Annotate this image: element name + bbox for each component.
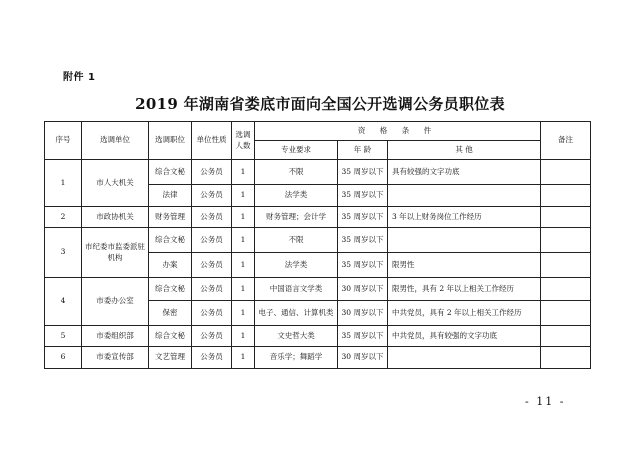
table-row — [45, 326, 591, 347]
row-position: 财务管理 — [149, 207, 192, 228]
header-qualifications: 资 格 条 件 — [255, 122, 541, 141]
table-row — [45, 207, 591, 228]
row-nature: 公务员 — [192, 228, 232, 253]
header-other: 其 他 — [388, 141, 541, 160]
header-remarks: 备注 — [541, 122, 591, 160]
row-age: 30 周岁以下 — [338, 347, 388, 369]
row-remarks — [541, 278, 591, 301]
row-unit: 市政协机关 — [82, 207, 149, 228]
row-nature: 公务员 — [192, 301, 232, 326]
row-unit: 市委办公室 — [82, 278, 149, 326]
row-nature: 公务员 — [192, 185, 232, 207]
row-major: 中国语言文学类 — [255, 278, 338, 301]
row-position: 综合文秘 — [149, 228, 192, 253]
row-position: 法律 — [149, 185, 192, 207]
row-age: 30 周岁以下 — [338, 301, 388, 326]
row-position: 文艺管理 — [149, 347, 192, 369]
positions-table — [44, 121, 591, 369]
row-count: 1 — [232, 160, 255, 185]
row-other: 限男性 — [388, 253, 541, 278]
row-age: 35 周岁以下 — [338, 253, 388, 278]
row-major: 不限 — [255, 228, 338, 253]
row-major: 法学类 — [255, 253, 338, 278]
row-remarks — [541, 253, 591, 278]
row-age: 35 周岁以下 — [338, 207, 388, 228]
row-position: 办案 — [149, 253, 192, 278]
page-number: - 11 - — [525, 395, 566, 408]
row-unit: 市委组织部 — [82, 326, 149, 347]
header-seq: 序号 — [45, 122, 82, 160]
row-count: 1 — [232, 207, 255, 228]
row-remarks — [541, 228, 591, 253]
row-position: 综合文秘 — [149, 160, 192, 185]
row-other: 3 年以上财务岗位工作经历 — [388, 207, 541, 228]
row-remarks — [541, 207, 591, 228]
row-nature: 公务员 — [192, 207, 232, 228]
table-row — [45, 347, 591, 369]
header-row-1 — [45, 122, 591, 141]
row-unit: 市委宣传部 — [82, 347, 149, 369]
row-remarks — [541, 301, 591, 326]
row-major: 财务管理；会计学 — [255, 207, 338, 228]
row-seq: 3 — [45, 228, 82, 278]
row-seq: 2 — [45, 207, 82, 228]
row-other: 限男性，具有 2 年以上相关工作经历 — [388, 278, 541, 301]
row-remarks — [541, 326, 591, 347]
header-count: 选调人数 — [232, 122, 255, 160]
header-nature: 单位性质 — [192, 122, 232, 160]
row-other: 具有较强的文字功底 — [388, 160, 541, 185]
row-seq: 4 — [45, 278, 82, 326]
row-unit: 市纪委市监委派驻机构 — [82, 228, 149, 278]
row-major: 文史哲大类 — [255, 326, 338, 347]
row-count: 1 — [232, 347, 255, 369]
row-age: 35 周岁以下 — [338, 160, 388, 185]
table-row — [45, 160, 591, 185]
row-count: 1 — [232, 301, 255, 326]
page-title: 2019 年湖南省娄底市面向全国公开选调公务员职位表 — [135, 95, 505, 113]
row-seq: 6 — [45, 347, 82, 369]
row-remarks — [541, 160, 591, 185]
row-count: 1 — [232, 228, 255, 253]
row-major: 法学类 — [255, 185, 338, 207]
header-major: 专业要求 — [255, 141, 338, 160]
header-age: 年 龄 — [338, 141, 388, 160]
row-position: 综合文秘 — [149, 326, 192, 347]
row-other: 中共党员，具有 2 年以上相关工作经历 — [388, 301, 541, 326]
row-position: 保密 — [149, 301, 192, 326]
row-count: 1 — [232, 185, 255, 207]
row-age: 30 周岁以下 — [338, 278, 388, 301]
row-age: 35 周岁以下 — [338, 185, 388, 207]
header-unit: 选调单位 — [82, 122, 149, 160]
row-count: 1 — [232, 278, 255, 301]
row-other — [388, 228, 541, 253]
row-remarks — [541, 347, 591, 369]
row-nature: 公务员 — [192, 253, 232, 278]
row-other: 中共党员，具有较强的文字功底 — [388, 326, 541, 347]
row-age: 35 周岁以下 — [338, 326, 388, 347]
row-count: 1 — [232, 253, 255, 278]
row-position: 综合文秘 — [149, 278, 192, 301]
row-other — [388, 185, 541, 207]
row-seq: 1 — [45, 160, 82, 207]
row-major: 电子、通信、计算机类 — [255, 301, 338, 326]
row-major: 音乐学；舞蹈学 — [255, 347, 338, 369]
row-nature: 公务员 — [192, 160, 232, 185]
row-remarks — [541, 185, 591, 207]
row-age: 35 周岁以下 — [338, 228, 388, 253]
table-row — [45, 228, 591, 253]
row-nature: 公务员 — [192, 278, 232, 301]
attachment-label: 附件 1 — [63, 72, 96, 83]
row-other — [388, 347, 541, 369]
row-seq: 5 — [45, 326, 82, 347]
row-major: 不限 — [255, 160, 338, 185]
row-unit: 市人大机关 — [82, 160, 149, 207]
row-count: 1 — [232, 326, 255, 347]
table-row — [45, 278, 591, 301]
row-nature: 公务员 — [192, 326, 232, 347]
header-position: 选调职位 — [149, 122, 192, 160]
row-nature: 公务员 — [192, 347, 232, 369]
